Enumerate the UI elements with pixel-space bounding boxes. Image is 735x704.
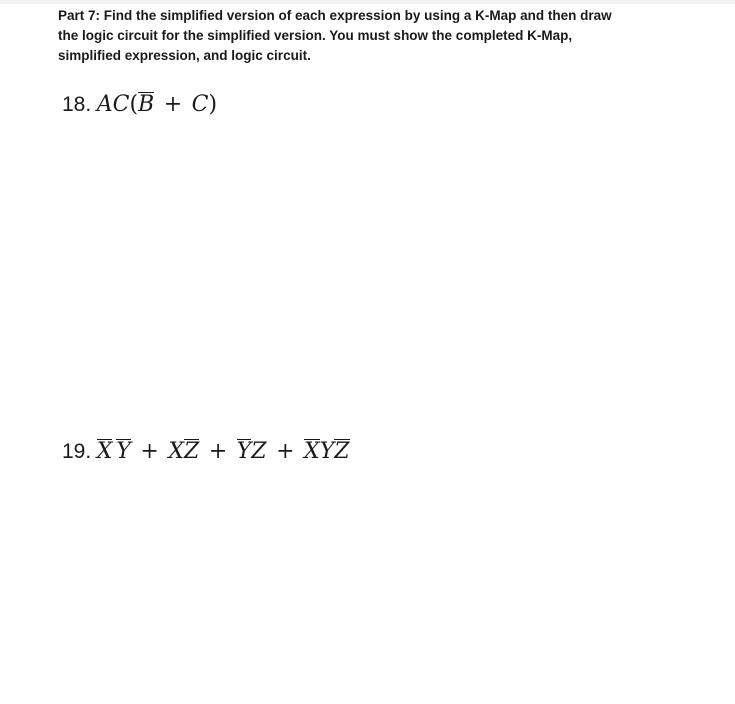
problem-19-plus-3: + [276,439,295,464]
problem-19-x: X [168,439,185,464]
problem-19-y: Y [319,439,335,464]
problem-18-right-paren: ) [208,92,218,117]
problem-19-x-bar-2: X [304,439,320,464]
problem-19-y-bar: Y [116,439,131,464]
instructions [58,6,698,66]
problem-19-y-bar-2: Y [236,439,252,464]
problem-18 [62,90,217,119]
problem-19-x-bar: X [96,439,113,464]
problem-18-term-ac: AC [96,92,130,117]
problem-18-plus: + [163,92,183,117]
problem-19-z-bar: Z [184,439,200,464]
problem-19-z-bar-2: Z [334,439,350,464]
problem-18-left-paren: ( [129,92,139,117]
problem-19-plus-2: + [208,439,228,464]
instructions-line-3: simplified expression, and logic circuit. [58,48,311,63]
problem-18-b-bar: B [138,92,155,117]
problem-18-c: C [191,92,209,117]
instructions-line-2: the logic circuit for the simplified version. You must show the completed K-Map, [58,28,573,43]
problem-19 [62,437,350,466]
top-rule [0,0,735,4]
problem-19-number: 19. [62,440,92,463]
problem-18-number: 18. [62,93,92,116]
instructions-line-1: Part 7: Find the simplified version of each expression by using a K-Map and then draw [58,8,612,23]
problem-19-z: Z [251,439,267,464]
problem-19-plus-1: + [140,439,159,464]
